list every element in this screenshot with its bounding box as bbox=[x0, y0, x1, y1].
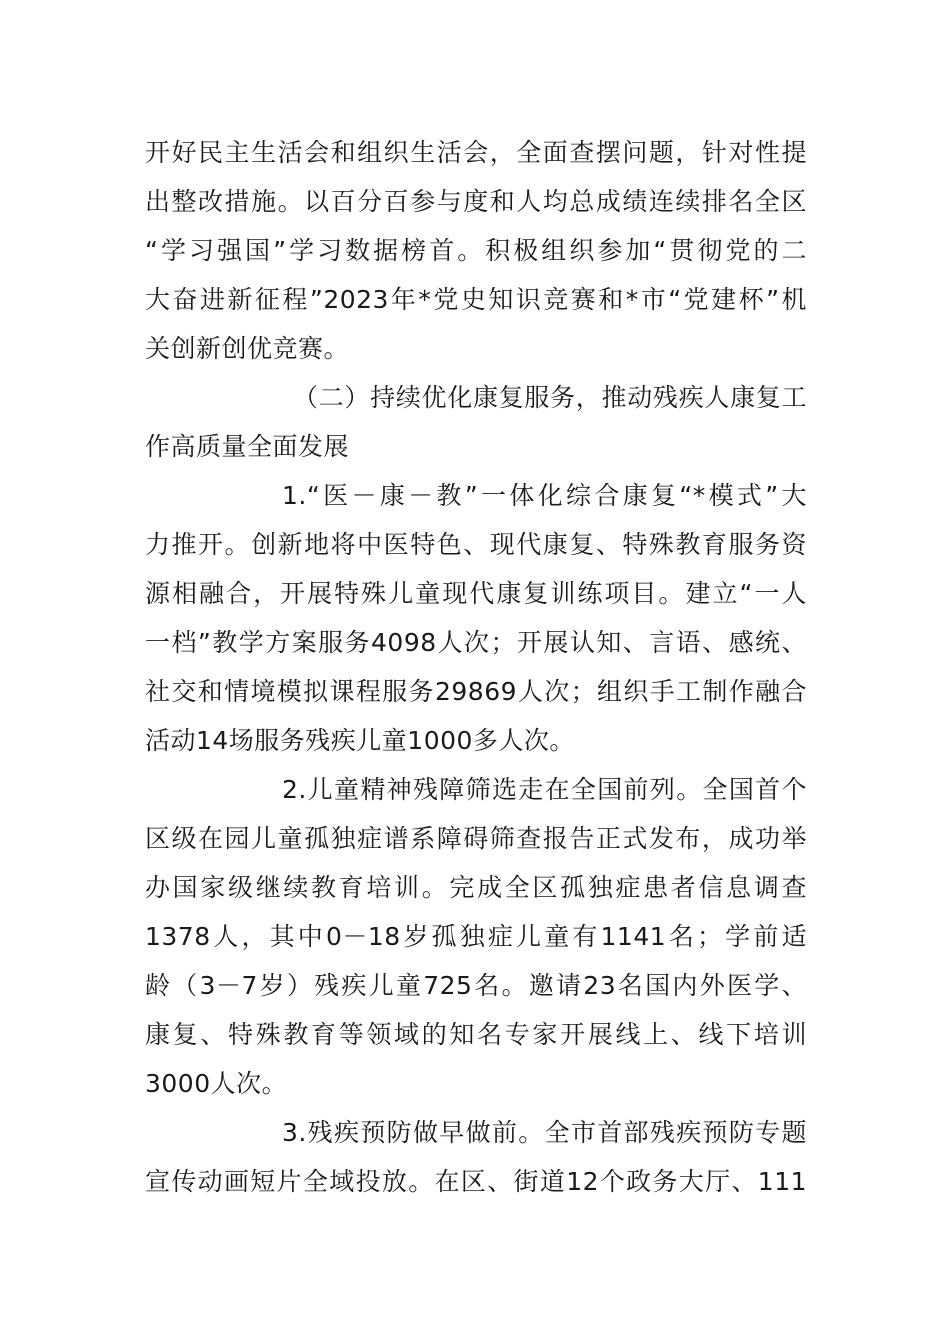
paragraph-line: 关创新创优竞赛。 bbox=[145, 334, 350, 363]
paragraph-line: 区级在园儿童孤独症谱系障碍筛查报告正式发布，成功举 bbox=[145, 824, 807, 853]
item-heading-line: 1.“医－康－教”一体化综合康复“*模式”大 bbox=[282, 481, 807, 510]
paragraph-line: 宣传动画短片全域投放。在区、街道12个政务大厅、111 bbox=[145, 1167, 807, 1196]
paragraph-line: 龄（3－7岁）残疾儿童725名。邀请23名国内外医学、 bbox=[145, 971, 807, 1000]
section-heading-line: （二）持续优化康复服务，推动残疾人康复工 bbox=[293, 383, 807, 412]
paragraph-line: 力推开。创新地将中医特色、现代康复、特殊教育服务资 bbox=[145, 530, 807, 559]
section-heading-line: 作高质量全面发展 bbox=[145, 432, 350, 461]
paragraph-line: 办国家级继续教育培训。完成全区孤独症患者信息调查 bbox=[145, 873, 807, 902]
paragraph-line: 大奋进新征程”2023年*党史知识竞赛和*市“党建杯”机 bbox=[145, 285, 807, 314]
paragraph-line: 康复、特殊教育等领域的知名专家开展线上、线下培训 bbox=[145, 1020, 807, 1049]
paragraph-line: 开好民主生活会和组织生活会，全面查摆问题，针对性提 bbox=[145, 138, 807, 167]
paragraph-line: 活动14场服务残疾儿童1000多人次。 bbox=[145, 726, 575, 755]
paragraph-line: 一档”教学方案服务4098人次；开展认知、言语、感统、 bbox=[145, 628, 807, 657]
paragraph-line: 出整改措施。以百分百参与度和人均总成绩连续排名全区 bbox=[145, 187, 807, 216]
paragraph-line: 社交和情境模拟课程服务29869人次；组织手工制作融合 bbox=[145, 677, 807, 706]
item-heading-line: 3.残疾预防做早做前。全市首部残疾预防专题 bbox=[282, 1118, 807, 1147]
item-heading-line: 2.儿童精神残障筛选走在全国前列。全国首个 bbox=[282, 775, 807, 804]
paragraph-line: “学习强国”学习数据榜首。积极组织参加“贯彻党的二 bbox=[145, 236, 807, 265]
paragraph-line: 3000人次。 bbox=[145, 1069, 288, 1098]
paragraph-line: 源相融合，开展特殊儿童现代康复训练项目。建立“一人 bbox=[145, 579, 807, 608]
paragraph-line: 1378人，其中0－18岁孤独症儿童有1141名；学前适 bbox=[145, 922, 807, 951]
